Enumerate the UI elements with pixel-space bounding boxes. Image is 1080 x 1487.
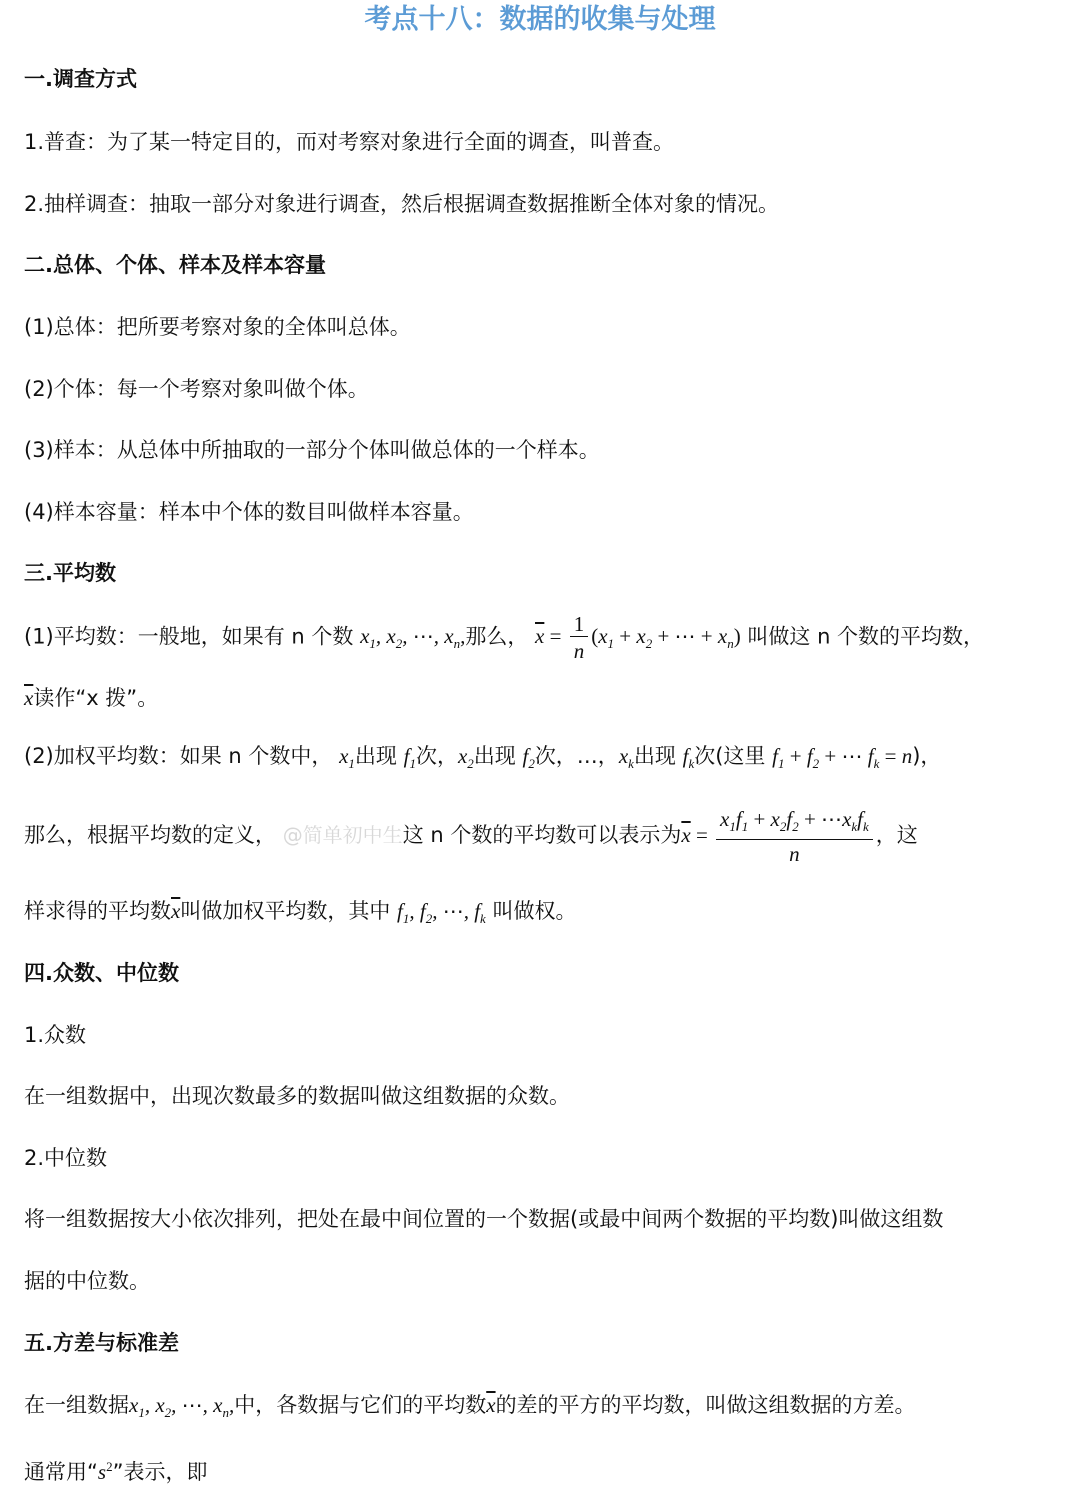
weighted-mean-formula: $\overline{x}$ = $\frac{x_1f_1 + x_2f_2 + \cdots x_kf_k}{n}$ xyxy=(681,823,875,847)
xk-symbol: $x_k$ xyxy=(618,744,634,772)
mean-reading-text: 读作“x 拨”。 xyxy=(33,686,159,710)
variance-text-3: 的差的平方的平均数，叫做这组数据的方差。 xyxy=(495,1393,916,1417)
variance-text-4: 通常用“ xyxy=(24,1460,98,1484)
weighted-mean-line-1 xyxy=(24,741,1050,779)
weighted-text-1: (2)加权平均数：如果 n 个数中， xyxy=(24,744,333,768)
data-values-formula: $x_1$, $x_2$, ⋯, $x_n$, xyxy=(129,1393,235,1421)
mean-formula: $\overline{x}$ = $\frac{1}{n}$ ($x_1 + x_2$ + ⋯ + $x_n$) xyxy=(535,612,741,663)
section-heading-population: 二.总体、个体、样本及样本容量 xyxy=(24,253,326,277)
f1-symbol: $f_1$ xyxy=(403,744,416,772)
mode-title: 1.众数 xyxy=(24,1023,87,1047)
mean-text-3: 叫做这 n 个数的平均数， xyxy=(747,624,985,649)
s-squared-symbol: $s^2$ xyxy=(97,1459,113,1484)
median-title: 2.中位数 xyxy=(24,1146,108,1170)
weighted-text-5: 次，…， xyxy=(534,744,619,768)
watermark: @简单初中生 xyxy=(282,823,403,847)
x-bar-symbol-3: $\overline{x}$ xyxy=(486,1393,496,1417)
median-definition-2: 据的中位数。 xyxy=(24,1269,150,1293)
weighted-text-11: ，这 xyxy=(875,823,918,847)
weights-sum-formula: $f_1 + f_2$ + ⋯ $f_k = n$ xyxy=(772,744,913,772)
weighted-text-12: 样求得的平均数 xyxy=(24,899,171,923)
mean-text-1: (1)平均数：一般地，如果有 n 个数 xyxy=(24,624,354,649)
x1-symbol: $x_1$ xyxy=(339,744,355,772)
mean-values-formula: $x_1$, $x_2$, ⋯, $x_n$, xyxy=(360,624,466,652)
section-heading-mode-median: 四.众数、中位数 xyxy=(24,961,179,985)
weighted-text-3: 次， xyxy=(415,744,458,768)
variance-notation xyxy=(24,1452,1050,1487)
sample-definition: (3)样本：从总体中所抽取的一部分个体叫做总体的一个样本。 xyxy=(24,438,600,462)
census-definition: 1.普查：为了某一特定目的，而对考察对象进行全面的调查，叫普查。 xyxy=(24,130,675,154)
x-bar-symbol-2: $\overline{x}$ xyxy=(171,899,181,923)
section-heading-mean: 三.平均数 xyxy=(24,561,116,585)
sample-size-definition: (4)样本容量：样本中个体的数目叫做样本容量。 xyxy=(24,500,474,524)
variance-text-5: ”表示，即 xyxy=(112,1460,208,1484)
mean-definition xyxy=(24,612,1050,668)
weighted-mean-line-2 xyxy=(24,806,1050,868)
median-definition-1: 将一组数据按大小依次排列，把处在最中间位置的一个数据(或最中间两个数据的平均数)叫做这组数 xyxy=(24,1207,944,1231)
weighted-text-9: 那么，根据平均数的定义， xyxy=(24,823,276,847)
weighted-text-8: )， xyxy=(912,744,942,768)
section-heading-variance: 五.方差与标准差 xyxy=(24,1331,179,1355)
mode-definition: 在一组数据中，出现次数最多的数据叫做这组数据的众数。 xyxy=(24,1084,570,1108)
weighted-text-10: 这 n 个数的平均数可以表示为 xyxy=(402,823,682,847)
weighted-mean-line-3 xyxy=(24,896,1050,934)
section-heading-survey: 一.调查方式 xyxy=(24,67,137,91)
weighted-text-14: 叫做权。 xyxy=(492,899,577,923)
x2-symbol: $x_2$ xyxy=(457,744,474,772)
population-definition: (1)总体：把所要考察对象的全体叫总体。 xyxy=(24,315,411,339)
weighted-text-13: 叫做加权平均数，其中 xyxy=(180,899,391,923)
weighted-text-6: 出现 xyxy=(633,744,676,768)
weighted-text-2: 出现 xyxy=(354,744,397,768)
variance-text-1: 在一组数据 xyxy=(24,1393,129,1417)
weights-formula: $f_1$, $f_2$, ⋯, $f_k$ xyxy=(397,899,486,927)
mean-text-2: 那么， xyxy=(465,624,529,649)
x-bar-symbol: $\overline{x}$ xyxy=(24,686,34,710)
weighted-text-4: 出现 xyxy=(473,744,516,768)
individual-definition: (2)个体：每一个考察对象叫做个体。 xyxy=(24,377,369,401)
page-title: 考点十八：数据的收集与处理 xyxy=(364,4,716,35)
mean-reading-line xyxy=(24,683,1050,713)
fk-symbol: $f_k$ xyxy=(682,744,695,772)
variance-definition xyxy=(24,1390,1050,1428)
variance-text-2: 中，各数据与它们的平均数 xyxy=(234,1393,487,1417)
weighted-text-7: 次(这里 xyxy=(694,744,766,768)
sampling-definition: 2.抽样调查：抽取一部分对象进行调查，然后根据调查数据推断全体对象的情况。 xyxy=(24,192,780,216)
f2-symbol: $f_2$ xyxy=(522,744,535,772)
